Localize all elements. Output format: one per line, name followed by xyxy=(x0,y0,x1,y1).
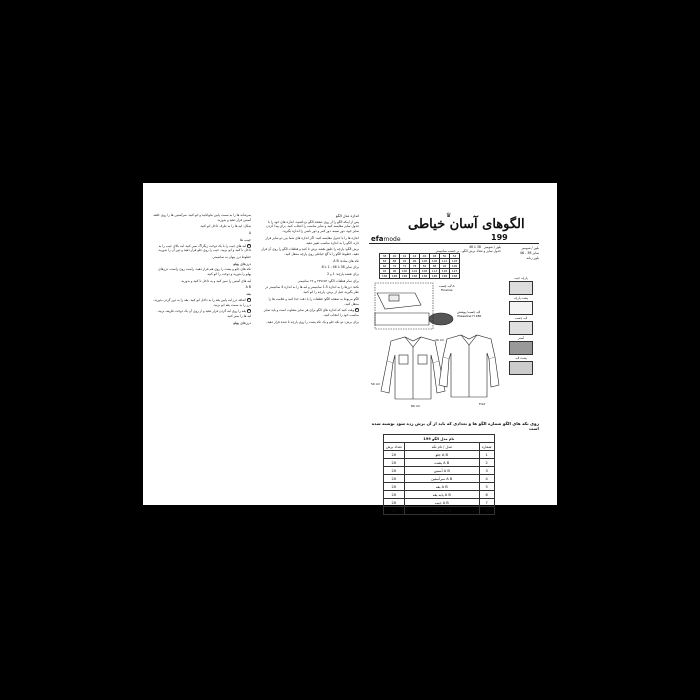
pieces-table-row xyxy=(384,483,495,491)
paragraph: تکه های ساده: A B xyxy=(333,258,359,263)
pieces-table-cell: 2X xyxy=(384,507,405,515)
size-table-cell: 168 xyxy=(430,274,440,279)
pieces-table-cell: 2X xyxy=(384,499,405,507)
size-table-cell: 88 xyxy=(390,259,400,264)
paragraph: تکه های جلو و پشت را روی هم قرار دهید، راست روی راست. درزهای پهلو را بدوزید و دوخت را اتو کنید. xyxy=(158,267,251,277)
subheading: اندازه مدل الگو xyxy=(335,214,359,218)
pieces-table-row xyxy=(384,499,495,507)
paragraph: لبه های آستین را تمیز کنید و به داخل تا کنید و بدوزید. xyxy=(180,278,251,283)
swatch-label: پشت لایه xyxy=(515,356,527,360)
size-table-cell: 70 xyxy=(390,264,400,269)
size-table-cell: 88 xyxy=(430,264,440,269)
garment-info: بلوز / شومیز سایز 38 - 46 بلوز زنانه xyxy=(519,246,539,260)
paragraph: ●وقت کنید که اندازه های الگو برای هر سایز متفاوت است و باید سایز مناسب خود را انتخاب کنید. xyxy=(263,308,359,317)
pieces-table xyxy=(383,434,495,515)
size-table-cell: 46 xyxy=(420,254,430,259)
pieces-table-cell: A B پایه یقه xyxy=(404,491,479,499)
pieces-table-row xyxy=(384,507,495,515)
paragraph: برای سایز 38 تا 46 : 1 تا 8 xyxy=(321,265,359,270)
fabric-note: لایه چسب/ پوشش xyxy=(457,310,481,314)
middle-text-column xyxy=(261,213,359,493)
size-table-cell: 168 xyxy=(400,274,410,279)
pieces-table-row xyxy=(384,451,495,459)
size-table-cell: 82 xyxy=(420,264,430,269)
magazine-page xyxy=(143,183,557,513)
size-table-cell: 168 xyxy=(390,274,400,279)
size-table-cell: 94 xyxy=(440,264,450,269)
size-table-header: بلوز / شومیز 38 تا 46 جدول سایز و تعداد برش الگو - بر حسب سانتیمتر xyxy=(435,245,501,253)
paragraph: برش الگو: پارچه را طبق نقشه برش تا کنید و قطعات الگو را روی آن قرار دهید. خطوط الگو را با گچ خیاطی روی پارچه منتقل کنید. xyxy=(261,247,359,256)
paragraph: پس از اینکه الگو را از روی صفحه الگو برداشتید، اندازه های خود را با جدول سایز مقایسه کنید و سایز مناسب را انتخاب کنید. برای پیدا کردن سایز خود، دور سینه، دور کمر و دور باسن را اندازه بگیرید. xyxy=(266,219,359,234)
paragraph: ●یقه را روی لبه گردن قرار دهید و از روی آن یک دوخت ظریف بزنید. لبه ها را تمیز کنید. xyxy=(157,309,251,318)
paragraph: برای نقشه پارچه: 1 و 2 xyxy=(327,272,359,277)
size-table-cell: 100 xyxy=(400,269,410,274)
brand-logo: efamode xyxy=(371,235,401,243)
shirt-illustration-front xyxy=(381,337,445,399)
pieces-table-cell: A B سرآستین xyxy=(404,475,479,483)
pieces-table-header: تعداد برش xyxy=(384,443,405,451)
size-table-cell: 100 xyxy=(420,259,430,264)
size-table-cell: 118 xyxy=(450,259,460,264)
paragraph: سرشانه ها را به سمت پایین بخوابانید و اتو کنید. سرآستین ها را روی حلقه آستین قرار دهید و بدوزید. xyxy=(153,213,251,222)
pieces-table-cell: 6 xyxy=(479,491,494,499)
pieces-note: روی تکه های الگو شماره الگو ها و تعدادی که باید از آن برش زده شود نوشته شده است xyxy=(371,421,539,431)
pieces-table-cell: 2X xyxy=(384,459,405,467)
paragraph: خطوط درز پنهان به سانتیمتر. xyxy=(212,254,251,259)
swatch-label: آستر xyxy=(518,336,524,340)
step-bullet-icon: ● xyxy=(247,243,251,248)
size-table-cell: 168 xyxy=(440,274,450,279)
pieces-table-cell: 5 xyxy=(479,483,494,491)
divider xyxy=(369,243,539,244)
pieces-table-cell: 4 xyxy=(479,475,494,483)
fabric-swatch xyxy=(509,321,533,335)
pattern-layout-diagram xyxy=(369,281,504,411)
paragraph: A xyxy=(248,231,251,236)
paragraph: A B xyxy=(245,285,251,290)
crown-icon: ♛ xyxy=(446,212,452,219)
fabric-swatch xyxy=(509,281,533,295)
diagram-label: 30 cm xyxy=(435,338,445,342)
pieces-table-title: نام مدل الگو 199 xyxy=(384,435,495,443)
step-bullet-icon: ● xyxy=(355,308,359,313)
step-bullet-icon: ● xyxy=(247,297,251,302)
size-table-cell: 112 xyxy=(440,259,450,264)
pieces-table-header: شماره xyxy=(479,443,494,451)
size-table-cell: 66 xyxy=(380,264,390,269)
paragraph: ●لبه های جیب را با یک دوخت زیگزاگ تمیز کنید. لبه بالای جیب را به داخل تا کنید و اتو بزنید. جیب را روی جلو قرار دهید و دور آن را بدوزید. xyxy=(157,243,251,253)
size-table-cell: 118 xyxy=(440,269,450,274)
fabric-swatch xyxy=(509,341,533,355)
size-table-cell: 78 xyxy=(410,264,420,269)
fabric-note: Fineline xyxy=(441,288,453,292)
interfacing-shape xyxy=(429,313,453,325)
pieces-table-row xyxy=(384,467,495,475)
size-table-cell: 168 xyxy=(380,274,390,279)
size-table-cell: 106 xyxy=(430,259,440,264)
size-table-cell: 38 xyxy=(380,254,390,259)
paragraph: برای تمام قطعات الگو: ۲۷۷۶۵۹ و ۲۶ سانتیمتر xyxy=(297,278,359,283)
size-table-cell: 104 xyxy=(410,269,420,274)
pieces-table-header: مدل / نام تکه xyxy=(404,443,479,451)
size-table-cell: 108 xyxy=(420,269,430,274)
pieces-table-cell: 8 xyxy=(479,507,494,515)
size-table-cell: 113 xyxy=(430,269,440,274)
step-bullet-icon: ● xyxy=(247,309,251,314)
pieces-table-row xyxy=(384,491,495,499)
pieces-table-cell: 2X xyxy=(384,475,405,483)
fabric-swatch xyxy=(509,361,533,375)
pieces-table-cell: A B جیب xyxy=(404,499,479,507)
diagram-label: Fold xyxy=(479,402,486,406)
size-table-cell: 40 xyxy=(390,254,400,259)
pieces-table-cell: 2X xyxy=(384,491,405,499)
size-table-cell: 50 xyxy=(440,254,450,259)
pieces-table-row xyxy=(384,459,495,467)
left-text-column xyxy=(153,213,251,493)
size-table xyxy=(379,253,460,279)
paragraph: الگو مربوط به صفحه الگو: قطعات را با دقت جدا کنید و علامت ها را منتقل کنید. xyxy=(268,296,359,306)
size-table-cell: 123 xyxy=(450,269,460,274)
size-table-cell: 100 xyxy=(450,264,460,269)
pieces-table-cell: 2 xyxy=(479,459,494,467)
size-table-cell: 44 xyxy=(410,254,420,259)
size-table-cell: 84 xyxy=(380,259,390,264)
size-table-cell: 168 xyxy=(420,274,430,279)
size-table-cell: 96 xyxy=(410,259,420,264)
issue-number: 199 xyxy=(491,233,508,242)
subheading: درزهای پهلو xyxy=(233,320,251,325)
paragraph: نکته: درزها را به اندازه 1.5 سانتیمتر و لبه ها را به اندازه 4 سانتیمتر در نظر بگیرید. قبل از برش، پارچه را اتو کنید. xyxy=(265,285,359,295)
fabric-note: لایه چسب A xyxy=(439,284,455,288)
pieces-table-cell: A B جلو xyxy=(404,451,479,459)
pieces-table-cell: 7 xyxy=(479,499,494,507)
subheading: درزهای پهلو xyxy=(233,261,251,266)
pieces-table-cell: 3 xyxy=(479,467,494,475)
magazine-title: الگوهای آسان خیاطی xyxy=(408,217,525,232)
pattern-piece xyxy=(375,313,429,325)
pieces-table-cell: 2X xyxy=(384,483,405,491)
size-table-cell: 48 xyxy=(430,254,440,259)
paragraph: برای برش: دو تکه جلو و یک تکه پشت را روی پارچه تا شده قرار دهید. xyxy=(266,319,359,324)
size-table-cell: 42 xyxy=(400,254,410,259)
interfacing-note: Vlieseline H 180 xyxy=(457,314,482,318)
size-table-cell: 92 xyxy=(400,259,410,264)
size-table-cell: 168 xyxy=(410,274,420,279)
shirt-illustration-back xyxy=(439,335,499,397)
size-table-cell: 74 xyxy=(400,264,410,269)
subheading: یقه xyxy=(246,292,251,297)
subheading: جیب ها xyxy=(240,237,251,242)
size-table-cell: 52 xyxy=(450,254,460,259)
pieces-table-cell: A B پشت xyxy=(404,459,479,467)
diagram-label: 80 cm xyxy=(411,404,421,408)
pieces-table-cell: 2X xyxy=(384,451,405,459)
size-table-row xyxy=(380,274,460,279)
swatch-label: لایه چسب xyxy=(514,316,528,320)
paragraph: ●اضافه درز لبه پایین یقه را به داخل اتو کنید. یقه را به دور گردن بدوزید. درز را به سمت یقه اتو بزنید. xyxy=(153,297,251,307)
paragraph: اندازه ها را با جدول مقایسه کنید. اگر اندازه های شما بین دو سایز قرار دارد، الگو را به اندازه مناسب تغییر دهید. xyxy=(265,235,359,245)
fabric-swatch xyxy=(509,301,533,315)
pieces-table-cell: A B لبه جیب xyxy=(404,507,479,515)
pieces-table-cell: A B آستین xyxy=(404,467,479,475)
size-table-cell: 96 xyxy=(390,269,400,274)
size-table-cell: 168 xyxy=(450,274,460,279)
pieces-table-cell: A B یقه xyxy=(404,483,479,491)
swatch-label: پارچه جیب xyxy=(514,276,528,280)
size-table-cell: 92 xyxy=(380,269,390,274)
pieces-table-cell: 2X xyxy=(384,467,405,475)
pieces-table-row xyxy=(384,475,495,483)
diagram-label: 50 cm xyxy=(371,382,381,386)
paragraph: شکل: لبه ها را به طرف داخل اتو کنید. xyxy=(199,224,251,229)
pattern-piece xyxy=(389,295,399,301)
swatch-label: پشت پارچه xyxy=(513,296,529,300)
pieces-table-cell: 1 xyxy=(479,451,494,459)
